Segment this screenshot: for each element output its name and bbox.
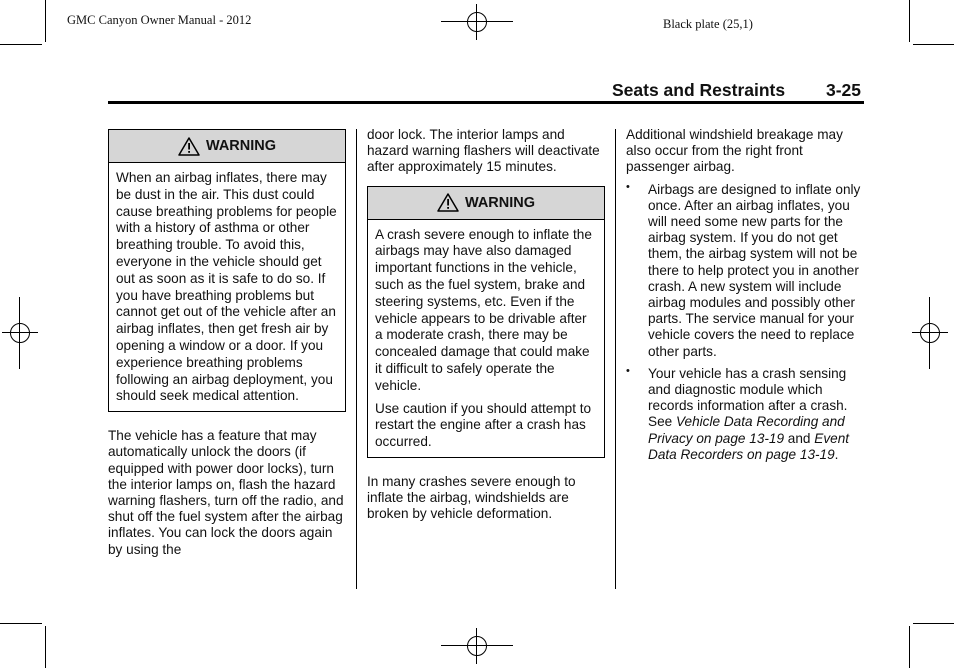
warning-body: [368, 220, 604, 457]
body-paragraph: door lock. The interior lamps and hazard warning flashers will deactivate after approximately 15 minutes.: [367, 127, 600, 175]
crop-mark: [45, 626, 46, 668]
warning-header: [109, 130, 345, 163]
page-number: 3-25: [826, 80, 862, 100]
registration-mark-icon: [2, 315, 38, 351]
bullet-item: [626, 182, 866, 360]
warning-title: WARNING: [205, 137, 277, 154]
crop-mark: [913, 623, 954, 624]
warning-text: Use caution if you should attempt to restart the engine after a crash has occurred.: [375, 400, 592, 450]
body-paragraph: Additional windshield breakage may also occur from the right front passenger airbag.: [626, 127, 843, 175]
bullet-icon: •: [626, 364, 630, 377]
registration-mark-icon: [459, 628, 495, 664]
crop-mark: [0, 623, 42, 624]
column-1: [108, 129, 346, 558]
body-paragraph: The vehicle has a feature that may automatically unlock the doors (if equipped with power door locks), turn the interior lamps on, flash the hazard warning flashers, turn off the radio, and shut off the fuel system after the airbag inflates. You can lock the doors again by using the: [108, 428, 344, 557]
warning-box: [367, 186, 605, 458]
header-rule: [108, 101, 864, 104]
warning-text: When an airbag inflates, there may be dust in the air. This dust could cause breathing problems for people with a history of asthma or other breathing trouble. To avoid this, everyone in the vehicle should get out as soon as it is safe to do so. If you have breathing problems but cannot get out of the vehicle after an airbag inflates, then get fresh air by opening a window or a door. If you experience breathing problems following an airbag deployment, you should seek medical attention.: [116, 170, 337, 404]
registration-mark-icon: [912, 315, 948, 351]
warning-header: [368, 187, 604, 220]
bullet-text: Your vehicle has a crash sensing and diagnostic module which records information after a crash. See: [648, 365, 848, 430]
bullet-item: [626, 366, 866, 463]
bullet-text: .: [834, 446, 839, 462]
column-divider: [356, 129, 357, 589]
body-paragraph: In many crashes severe enough to inflate the airbag, windshields are broken by vehicle deformation.: [367, 473, 576, 522]
crop-mark: [913, 44, 954, 45]
plate-label: Black plate (25,1): [663, 17, 753, 31]
crop-mark: [909, 626, 910, 668]
crop-mark: [909, 0, 910, 42]
column-2: [367, 127, 605, 523]
cross-reference-link[interactable]: Event Data Recorders on page 13-19: [648, 430, 850, 462]
bullet-text: Airbags are designed to inflate only once. After an airbag inflates, you will need some new parts for the airbag system. If you do not get them, the airbag system will not be there to help protect you in another crash. A new system will include airbag modules and possibly other parts. The service manual for your vehicle covers the need to replace other parts.: [648, 181, 861, 359]
column-divider: [615, 129, 616, 589]
manual-title: GMC Canyon Owner Manual - 2012: [67, 13, 252, 27]
warning-title: WARNING: [464, 194, 536, 211]
bullet-text: and: [784, 430, 815, 446]
warning-triangle-icon: [437, 193, 459, 212]
warning-box: [108, 129, 346, 412]
cross-reference-link[interactable]: Vehicle Data Recording and Privacy on page 13-19: [648, 414, 845, 446]
registration-mark-icon: [459, 4, 495, 40]
warning-triangle-icon: [178, 137, 200, 156]
warning-text: A crash severe enough to inflate the airbags may have also damaged important functions in the vehicle, such as the fuel system, brake and steering systems, etc. Even if the vehicle appears to be drivable after a moderate crash, there may be concealed damage that could make it difficult to safely operate the vehicle.: [375, 226, 592, 393]
column-3: [626, 127, 866, 463]
crop-mark: [0, 44, 42, 45]
warning-body: [109, 163, 345, 411]
crop-mark: [45, 0, 46, 42]
section-title: Seats and Restraints: [612, 80, 786, 100]
bullet-icon: •: [626, 180, 630, 193]
